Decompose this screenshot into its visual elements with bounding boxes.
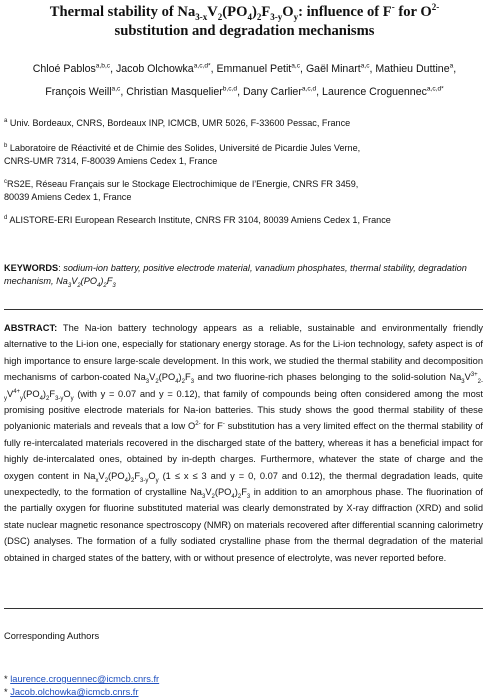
author: Emmanuel Petit$^{a,c}$,: [216, 62, 306, 75]
author: Gaël Minart$^{a,c}$,: [305, 62, 376, 75]
author: Dany Carlier$^{a,c,d}$,: [242, 85, 323, 98]
email-link[interactable]: laurence.croguennec@icmcb.cnrs.fr: [10, 674, 160, 684]
keywords: KEYWORDS: sodium-ion battery, positive electrode material, vanadium phosphates, thermal stability, degradation mechanism, $Na_3V_2(PO_4)_2F_3$: [4, 263, 467, 289]
affiliation-c: $^c$RS2E, Réseau Français sur le Stockage Electrochimique de l’Energie, CNRS FR 3459, 80039 Amiens Cedex 1, France: [4, 178, 359, 202]
author: François Weill$^{a,c}$,: [45, 85, 127, 98]
email-link[interactable]: Jacob.olchowka@icmcb.cnrs.fr: [10, 687, 139, 697]
email-line: * laurence.croguennec@icmcb.cnrs.fr: [4, 674, 160, 684]
email-line: * Jacob.olchowka@icmcb.cnrs.fr: [4, 687, 139, 697]
author: Mathieu Duttine$^a$,: [375, 62, 457, 75]
affiliation-b: $^b$ Laboratoire de Réactivité et de Chimie des Solides, Université de Picardie Jules Verne, CNRS-UMR 7314, F-80039 Amiens Cedex 1, France: [4, 142, 361, 166]
author-list: [6, 58, 483, 104]
abstract: ABSTRACT: The Na-ion battery technology appears as a reliable, sustainable and environmentally friendly alternative to the Li-ion one, especially for stationary energy storage. As for the Li-ion technology, safety aspect is of high importance to ensure large-scale development. In this work, we studied the thermal stability and decomposition mechanisms of carbon-coated $Na_3V_2(PO_4)_2F_3$ and two fluorine-rich phases belonging to the solid-solution $Na_3V^{3+}_{2-y}V^{4+}_y(PO_4)_2F_{3-y}O_y$ (with y = 0.07 and y = 0.12), that family of compounds being often considered among the most promising positive electrode materials for Na-ion batteries. This study shows the good thermal stability of these polyanionic materials and reveals that a low $O^{2-}$ for F- substitution has a very limited effect on the thermal stability of fully re-intercalated materials recovered in the discharged state of the battery, whereas it has a beneficial impact for highly de-intercalated ones, obtained by in-depth charges. Furthermore, whatever the state of charge and the oxygen content in $Na_xV_2(PO_4)_2F_{3-y}O_y$ (1 ≤ x ≤ 3 and y = 0, 0.07 and 0.12), the thermal degradation leads, quite unexpectedly, to the formation of crystalline $Na_3V_2(PO_4)_2F_3$ in addition to an amorphous phase. The fluorination of the partially oxygen for fluorine substituted material was clearly demonstrated by X-ray diffraction (XRD) and solid state nuclear magnetic resonance spectroscopy (NMR) on materials recovered after differential scanning calorimetry (DSC) analyses. The formation of a fully sodiated crystalline phase from the thermal degradation of the material obtained in charged states of the battery, with or without presence of electrolyte, was never reported before.: [4, 323, 484, 563]
affiliation-a: $^a$ Univ. Bordeaux, CNRS, Bordeaux INP, ICMCB, UMR 5026, F-33600 Pessac, France: [4, 117, 351, 128]
corresponding-authors-label: Corresponding Authors: [4, 631, 100, 641]
author: Chloé Pablos$^{a,b,c}$,: [32, 62, 116, 75]
bottom-rule: [4, 608, 483, 609]
keyword-formula: $Na_3V_2(PO_4)_2F_3$: [56, 275, 116, 289]
paper-title: Thermal stability of $Na_{3-x}V_2(PO_4)_2F_{3-y}O_y$: influence of F- for $O^{2-}$ substitution and degradation mechanisms: [49, 2, 440, 39]
top-rule: [4, 309, 483, 310]
author: Christian Masquelier$^{b,c,d}$,: [126, 85, 243, 98]
author: Laurence Croguennec$^{a,c,d*}$: [322, 85, 444, 98]
author: Jacob Olchowka$^{a,c,d*}$,: [115, 62, 217, 75]
affiliation-d: $^d$ ALISTORE-ERI European Research Institute, CNRS FR 3104, 80039 Amiens Cedex 1, France: [4, 214, 391, 225]
